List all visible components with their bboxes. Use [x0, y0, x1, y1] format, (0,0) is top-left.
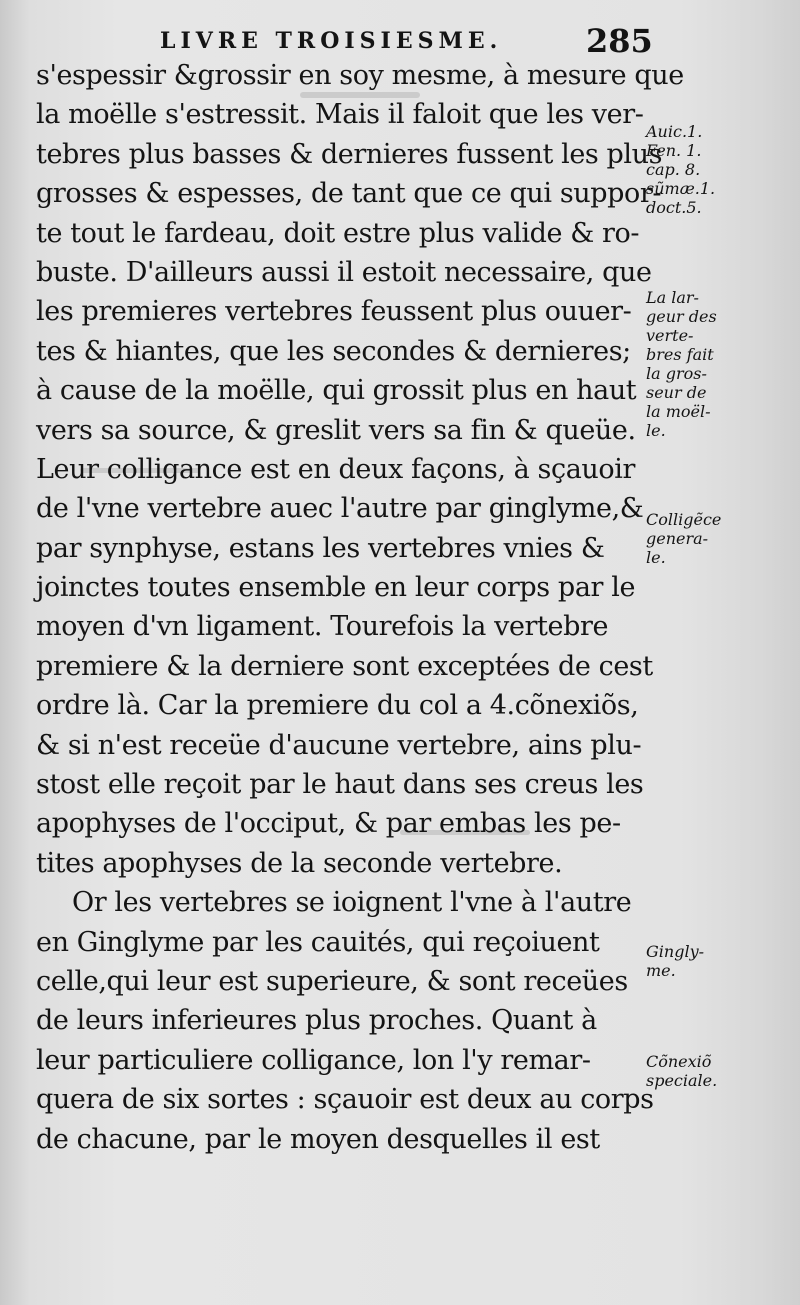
text-line: leur particuliere colligance, lon l'y remar- — [36, 1044, 591, 1076]
margin-note-line: le. — [646, 548, 666, 567]
text-line: quera de six sortes : sçauoir est deux au corps — [36, 1084, 654, 1116]
text-line: en Ginglyme par les cauités, qui reçoiuent — [36, 926, 600, 958]
margin-note-line: sũmæ.1. — [646, 179, 716, 198]
margin-note-line: la moël- — [646, 402, 711, 421]
margin-note-line: me. — [646, 961, 676, 980]
margin-note-line: Gingly- — [646, 942, 705, 961]
margin-note-line: Auic.1. — [646, 122, 703, 141]
margin-note-line: Fen. 1. — [646, 141, 702, 160]
text-line: grosses & espesses, de tant que ce qui suppor- — [36, 178, 662, 210]
margin-note-ginglyme — [646, 942, 796, 980]
margin-note-line: La lar- — [646, 288, 699, 307]
text-line: à cause de la moëlle, qui grossit plus en haut — [36, 375, 637, 407]
margin-note-line: doct.5. — [646, 198, 702, 217]
margin-note-line: Cõnexiõ — [646, 1052, 712, 1071]
page-number: 285 — [586, 22, 653, 60]
margin-note-line: le. — [646, 421, 666, 440]
text-line: te tout le fardeau, doit estre plus valide & ro- — [36, 217, 640, 249]
text-line: apophyses de l'occiput, & par embas les pe- — [36, 808, 621, 840]
text-line: de l'vne vertebre auec l'autre par ginglyme,& — [36, 493, 644, 525]
text-line: Leur colligance est en deux façons, à sçauoir — [36, 453, 636, 485]
running-title: LIVRE TROISIESME. — [160, 28, 503, 54]
margin-note-line: Colligẽce — [646, 510, 722, 529]
text-line: s'espessir &grossir en soy mesme, à mesure que — [36, 60, 684, 91]
text-line: moyen d'vn ligament. Tourefois la vertebre — [36, 611, 609, 643]
margin-note-connexion — [646, 1052, 796, 1090]
text-line: tes & hiantes, que les secondes & dernieres; — [36, 335, 631, 367]
text-line: de chacune, par le moyen desquelles il est — [36, 1123, 600, 1155]
text-line: par synphyse, estans les vertebres vnies & — [36, 532, 605, 564]
margin-note-line: speciale. — [646, 1071, 718, 1090]
text-line: vers sa source, & greslit vers sa fin & queüe. — [36, 414, 636, 446]
text-line: les premieres vertebres feussent plus ouuer- — [36, 296, 632, 328]
margin-note-line: genera- — [646, 529, 709, 548]
text-line: de leurs inferieures plus proches. Quant à — [36, 1005, 597, 1037]
text-line: buste. D'ailleurs aussi il estoit necessaire, que — [36, 256, 652, 288]
text-line: stost elle reçoit par le haut dans ses creus les — [36, 769, 644, 801]
margin-note-line: seur de — [646, 383, 707, 402]
margin-note-line: verte- — [646, 326, 694, 345]
margin-note-largeur — [646, 288, 796, 440]
text-line: & si n'est receüe d'aucune vertebre, ains plu- — [36, 729, 642, 761]
margin-note-colligence — [646, 510, 796, 567]
text-line: tites apophyses de la seconde vertebre. — [36, 847, 563, 879]
text-line: la moëlle s'estressit. Mais il faloit que les ver- — [36, 99, 644, 131]
text-line: ordre là. Car la premiere du col a 4.cõnexiõs, — [36, 690, 639, 722]
paragraph-start-line: Or les vertebres se ioignent l'vne à l'autre — [72, 887, 632, 919]
text-line: celle,qui leur est superieure, & sont receües — [36, 965, 628, 997]
text-line: premiere & la derniere sont exceptées de cest — [36, 650, 653, 682]
margin-note-avicenna — [646, 122, 796, 217]
text-line: joinctes toutes ensemble en leur corps par le — [36, 572, 636, 604]
margin-note-line: geur des — [646, 307, 717, 326]
margin-note-line: cap. 8. — [646, 160, 701, 179]
text-line: tebres plus basses & dernieres fussent les plus — [36, 138, 663, 170]
margin-note-line: bres fait — [646, 345, 714, 364]
margin-note-line: la gros- — [646, 364, 707, 383]
